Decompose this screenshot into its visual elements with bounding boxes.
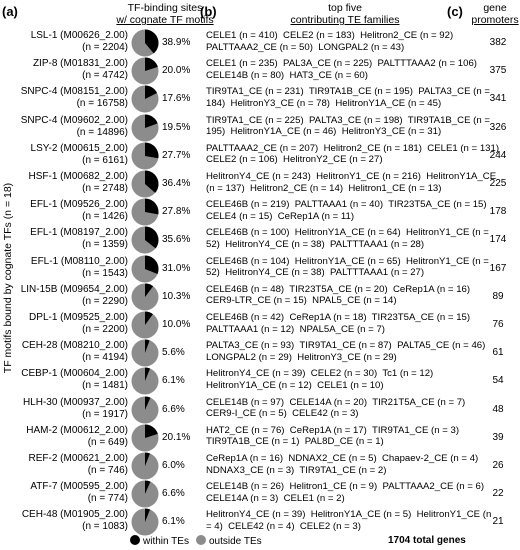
motif-name: ATF-7 (M00595_2.00) — [30, 481, 128, 493]
motif-label — [16, 509, 128, 533]
percent-label: 6.6% — [162, 488, 185, 500]
motif-label — [16, 58, 128, 82]
motif-count: (n = 746) — [87, 465, 128, 476]
motif-name: LSY-2 (M00615_2.00) — [30, 142, 128, 154]
motif-label — [16, 143, 128, 167]
promoter-count: 375 — [489, 65, 507, 77]
motif-count: (n = 2748) — [82, 183, 128, 194]
percent-label: 27.7% — [162, 149, 191, 161]
motif-label — [16, 397, 128, 421]
motif-name: DPL-1 (M09525_2.00) — [29, 312, 128, 323]
pie-chart — [131, 198, 159, 226]
pie-slice-within — [145, 199, 158, 215]
te-families-line1: CELE14B (n = 97) CELE14A (n = 20) TIR21T5A_CE (n = 7) — [206, 396, 466, 408]
legend-within-swatch — [130, 535, 140, 545]
motif-label — [16, 453, 128, 477]
pie-chart — [131, 170, 159, 198]
te-families — [206, 340, 486, 363]
te-families-line2: CELE14B (n = 80) HAT3_CE (n = 60) — [206, 69, 368, 81]
te-families — [206, 397, 476, 420]
motif-count: (n = 1426) — [82, 211, 128, 223]
motif-count: (n = 14896) — [76, 126, 128, 138]
header-b-line1: top five — [328, 2, 362, 14]
promoter-count: 21 — [492, 516, 504, 528]
pie-chart — [131, 85, 159, 113]
te-families — [206, 114, 490, 138]
te-families-line2: CELE4 (n = 15) CeRep1A (n = 11) — [206, 210, 355, 222]
te-families-line2: 184) HelitronY3_CE (n = 78) HelitronY1A_CE (n = 45) — [206, 97, 442, 109]
te-families-line1: PALTTAAA2_CE (n = 207) Helitron2_CE (n = 181) CELE1 (n = 131) — [206, 142, 500, 154]
pie-chart — [131, 29, 159, 57]
promoter-count: 61 — [492, 347, 504, 359]
promoter-count: 326 — [489, 121, 507, 133]
te-families-line2: CELE14A (n = 3) CELE1 (n = 2) — [206, 492, 345, 504]
motif-label — [16, 86, 128, 110]
motif-label — [16, 227, 128, 251]
legend-outside-swatch — [196, 535, 206, 545]
percent-label: 6.1% — [162, 375, 185, 387]
te-families-line2: PALTTAAA1 (n = 12) NPAL5A_CE (n = 7) — [206, 323, 385, 335]
percent-label: 5.6% — [162, 347, 185, 359]
te-families — [206, 30, 476, 53]
te-families-line2: (n = 137) Helitron2_CE (n = 14) Helitron1_CE (n = 13) — [206, 182, 442, 194]
te-families-line2: = 4) CELE42 (n = 4) CELE2 (n = 3) — [206, 520, 361, 532]
pie-slice-within — [145, 142, 159, 158]
te-families-line2: TIR9TA1B_CE (n = 1) PAL8D_CE (n = 1) — [206, 436, 384, 448]
promoter-count: 39 — [492, 431, 504, 443]
motif-name: HSF-1 (M00682_2.00) — [28, 171, 128, 182]
motif-label — [16, 30, 128, 54]
header-c — [470, 2, 520, 26]
pie-chart — [131, 311, 159, 339]
promoter-count: 22 — [492, 488, 504, 500]
te-families — [206, 86, 490, 109]
te-families — [206, 58, 476, 81]
te-families-line1: CELE46B (n = 48) TIR23T5A_CE (n = 20) CeRep1A (n = 16) — [206, 283, 471, 295]
percent-label: 6.6% — [162, 403, 185, 415]
pie-chart — [131, 255, 159, 283]
pie-chart — [131, 480, 159, 508]
motif-label — [16, 284, 128, 308]
motif-count: (n = 4742) — [82, 70, 128, 82]
promoter-count: 76 — [492, 319, 504, 330]
motif-name: EFL-1 (M08110_2.00) — [30, 255, 128, 267]
te-families-line2: CELE2 (n = 106) HelitronY2_CE (n = 27) — [206, 154, 383, 166]
te-families-line2: PALTTAAA2_CE (n = 50) LONGPAL2 (n = 43) — [206, 41, 405, 53]
motif-count: (n = 1917) — [82, 408, 128, 420]
promoter-count: 382 — [489, 37, 507, 48]
percent-label: 31.0% — [162, 262, 191, 274]
te-families — [206, 171, 497, 194]
te-families — [206, 509, 492, 532]
te-families-line1: TIR9TA1_CE (n = 231) TIR9TA1B_CE (n = 195) PALTA3_CE (n = — [206, 86, 490, 98]
motif-name: SNPC-4 (M08151_2.00) — [20, 86, 128, 98]
motif-label — [16, 340, 128, 364]
te-families-line1: TIR9TA1_CE (n = 225) PALTA3_CE (n = 198) TIR9TA1B_CE (n = — [206, 114, 490, 126]
motif-name: CEH-28 (M08210_2.00) — [21, 340, 128, 352]
motif-name: EFL-1 (M09526_2.00) — [30, 199, 128, 211]
te-families-line1: PALTA3_CE (n = 93) TIR9TA1_CE (n = 87) PALTA5_CE (n = 46) — [206, 340, 486, 352]
motif-label — [16, 481, 128, 505]
te-families — [206, 425, 476, 448]
motif-name: ZIP-8 (M01831_2.00) — [32, 58, 128, 70]
te-families-line2: 52) HelitronY4_CE (n = 38) PALTTTAAA1 (n = 27) — [206, 267, 425, 279]
te-families — [206, 199, 487, 222]
pie-chart — [131, 396, 159, 424]
motif-label — [16, 256, 128, 280]
percent-label: 6.0% — [162, 460, 185, 471]
motif-name: CEH-48 (M01905_2.00) — [21, 509, 128, 521]
promoter-count: 174 — [489, 234, 507, 246]
te-families-line1: CELE46B (n = 100) HelitronY1A_CE (n = 64) HelitronY1_CE (n = — [206, 227, 489, 239]
motif-name: HLH-30 (M00937_2.00) — [22, 396, 128, 408]
pie-chart — [131, 114, 159, 142]
motif-label — [16, 368, 128, 392]
te-families-line1: CELE1 (n = 410) CELE2 (n = 183) Helitron2_CE (n = 92) — [206, 30, 454, 41]
te-families-line1: CELE14B (n = 26) Helitron1_CE (n = 9) PALTTAAA2_CE (n = 6) — [206, 481, 485, 493]
legend-outside-label: outside TEs — [209, 536, 262, 547]
motif-label — [16, 171, 128, 195]
motif-label — [16, 425, 128, 449]
header-b-line2: contributing TE families — [290, 14, 400, 26]
te-families-line1: CELE46B (n = 219) PALTTAAA1 (n = 40) TIR23T5A_CE (n = 15) — [206, 199, 487, 211]
motif-count: (n = 16758) — [76, 98, 128, 110]
motif-count: (n = 1359) — [82, 239, 128, 251]
percent-label: 20.0% — [162, 65, 191, 77]
motif-name: SNPC-4 (M09602_2.00) — [20, 114, 128, 126]
header-a-line2: w/ cognate TF motifs — [116, 14, 214, 26]
te-families-line1: CELE46B (n = 104) HelitronY1A_CE (n = 65) HelitronY1_CE (n = — [206, 255, 489, 267]
pie-chart — [131, 57, 159, 85]
te-families-line2: CER9-LTR_CE (n = 15) NPAL5_CE (n = 14) — [206, 295, 397, 307]
motif-name: EFL-1 (M08197_2.00) — [30, 227, 128, 239]
percent-label: 6.1% — [162, 516, 185, 528]
te-families-line1: HelitronY4_CE (n = 243) HelitronY1_CE (n = 216) HelitronY1A_CE — [206, 171, 497, 182]
motif-label — [16, 312, 128, 336]
te-families-line2: 52) HelitronY4_CE (n = 38) PALTTTAAA1 (n = 28) — [206, 238, 425, 250]
te-families — [206, 481, 485, 504]
pie-chart — [131, 226, 159, 254]
te-families-line1: CeRep1A (n = 16) NDNAX2_CE (n = 5) Chapaev-2_CE (n = 4) — [206, 453, 479, 464]
motif-name: LSL-1 (M00626_2.00) — [30, 30, 128, 41]
te-families — [206, 284, 476, 307]
pie-chart — [131, 283, 159, 311]
motif-count: (n = 6161) — [82, 154, 128, 166]
motif-count: (n = 4194) — [82, 352, 128, 364]
promoter-count: 26 — [492, 460, 504, 471]
promoter-count: 54 — [492, 375, 504, 387]
percent-label: 27.8% — [162, 206, 191, 218]
te-families-line2: HelitronY1A_CE (n = 12) CELE1 (n = 10) — [206, 379, 384, 391]
header-c-line2: promoters — [471, 14, 519, 26]
motif-name: CEBP-1 (M00604_2.00) — [21, 368, 128, 380]
promoter-count: 244 — [489, 149, 507, 161]
motif-count: (n = 2200) — [82, 324, 128, 335]
te-families-line2: 195) HelitronY1A_CE (n = 46) HelitronY3_CE (n = 31) — [206, 126, 442, 138]
percent-label: 38.9% — [162, 37, 191, 48]
motif-count: (n = 1543) — [82, 267, 128, 279]
header-c-line1: gene — [483, 2, 507, 14]
motif-count: (n = 1481) — [82, 380, 128, 392]
header-b — [260, 2, 430, 26]
percent-label: 36.4% — [162, 178, 191, 189]
promoter-count: 225 — [489, 178, 507, 189]
panel-a-label: (a) — [2, 4, 18, 19]
legend-within-label: within TEs — [143, 536, 189, 547]
pie-chart — [131, 424, 159, 452]
motif-name: LIN-15B (M09654_2.00) — [20, 283, 128, 295]
percent-label: 20.1% — [162, 431, 191, 443]
pie-chart — [131, 367, 159, 395]
te-families — [206, 453, 479, 476]
promoter-count: 48 — [492, 403, 504, 415]
promoter-count: 167 — [489, 262, 507, 274]
motif-count: (n = 2290) — [82, 295, 128, 307]
te-families-line1: HelitronY4_CE (n = 39) CELE2 (n = 30) Tc1 (n = 12) — [206, 368, 434, 380]
percent-label: 35.6% — [162, 234, 191, 246]
percent-label: 10.3% — [162, 290, 191, 302]
motif-label — [16, 199, 128, 223]
motif-count: (n = 2204) — [82, 42, 128, 53]
percent-label: 10.0% — [162, 319, 191, 330]
percent-label: 17.6% — [162, 93, 191, 105]
y-axis-label: TF motifs bound by cognate TFs (n = 18) — [2, 182, 14, 374]
pie-chart — [131, 339, 159, 367]
motif-count: (n = 649) — [87, 436, 128, 448]
te-families-line2: NDNAX3_CE (n = 3) TIR9TA1_CE (n = 2) — [206, 464, 387, 476]
te-families-line2: CER9-I_CE (n = 5) CELE42 (n = 3) — [206, 408, 359, 420]
promoter-count: 89 — [492, 290, 504, 302]
motif-name: REF-2 (M00621_2.00) — [28, 453, 128, 464]
panel-c-label: (c) — [447, 4, 463, 19]
promoter-count: 178 — [489, 206, 507, 218]
header-a — [100, 2, 230, 26]
te-families-line2: LONGPAL2 (n = 29) HelitronY3_CE (n = 29) — [206, 351, 397, 363]
te-families — [206, 312, 476, 335]
panel-b-label: (b) — [200, 4, 217, 19]
te-families-line1: CELE1 (n = 235) PAL3A_CE (n = 225) PALTTTAAA2 (n = 106) — [206, 58, 477, 70]
motif-label — [16, 115, 128, 139]
legend-outside — [196, 535, 262, 547]
te-families — [206, 255, 489, 279]
total-genes: 1704 total genes — [388, 535, 466, 546]
legend-within — [130, 535, 189, 547]
te-families-line1: HelitronY4_CE (n = 39) HelitronY1A_CE (n = 5) HelitronY1_CE (n — [206, 509, 492, 521]
motif-name: HAM-2 (M00612_2.00) — [26, 424, 128, 436]
promoter-count: 341 — [489, 93, 507, 105]
pie-chart — [131, 142, 159, 170]
te-families — [206, 368, 476, 391]
percent-label: 19.5% — [162, 121, 191, 133]
te-families-line1: HAT2_CE (n = 76) CeRep1A (n = 17) TIR9TA1_CE (n = 3) — [206, 424, 460, 436]
te-families — [206, 227, 489, 250]
header-a-line1: TF-binding sites — [127, 2, 203, 14]
pie-chart — [131, 508, 159, 536]
te-families-line1: CELE46B (n = 42) CeRep1A (n = 18) TIR23T5A_CE (n = 15) — [206, 312, 471, 323]
motif-count: (n = 1083) — [82, 521, 128, 533]
pie-chart — [131, 452, 159, 480]
motif-count: (n = 774) — [87, 493, 128, 505]
